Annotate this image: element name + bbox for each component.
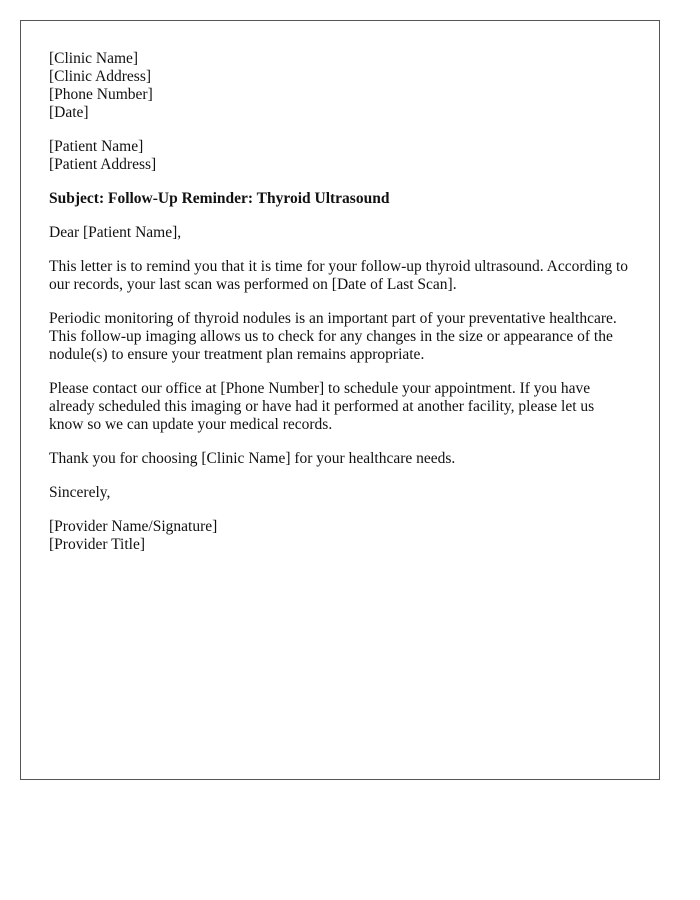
salutation: Dear [Patient Name],	[49, 224, 182, 241]
subject-line: Subject: Follow-Up Reminder: Thyroid Ultrasound	[49, 190, 390, 207]
recipient-block	[49, 138, 631, 174]
provider-title: [Provider Title]	[49, 536, 146, 553]
body-paragraph-thanks: Thank you for choosing [Clinic Name] for your healthcare needs.	[49, 450, 456, 467]
body-paragraph-monitoring: Periodic monitoring of thyroid nodules is an important part of your preventative healthcare. This follow-up imaging allows us to check for any changes in the size or appearance of the nodule(s) to ensure your treatment plan remains appropriate.	[49, 310, 617, 363]
patient-name: [Patient Name]	[49, 138, 144, 155]
clinic-name: [Clinic Name]	[49, 50, 139, 67]
clinic-phone: [Phone Number]	[49, 86, 153, 103]
closing: Sincerely,	[49, 484, 111, 501]
letter-date: [Date]	[49, 104, 89, 121]
clinic-address: [Clinic Address]	[49, 68, 152, 85]
signature-block	[49, 518, 631, 554]
sender-block	[49, 50, 631, 122]
patient-address: [Patient Address]	[49, 156, 157, 173]
body-paragraph-reminder: This letter is to remind you that it is time for your follow-up thyroid ultrasound. According to our records, your last scan was performed on [Date of Last Scan].	[49, 258, 629, 293]
provider-name: [Provider Name/Signature]	[49, 518, 218, 535]
letter-page	[20, 20, 660, 780]
body-paragraph-contact: Please contact our office at [Phone Number] to schedule your appointment. If you have already scheduled this imaging or have had it performed at another facility, please let us know so we can update your medical records.	[49, 380, 595, 433]
